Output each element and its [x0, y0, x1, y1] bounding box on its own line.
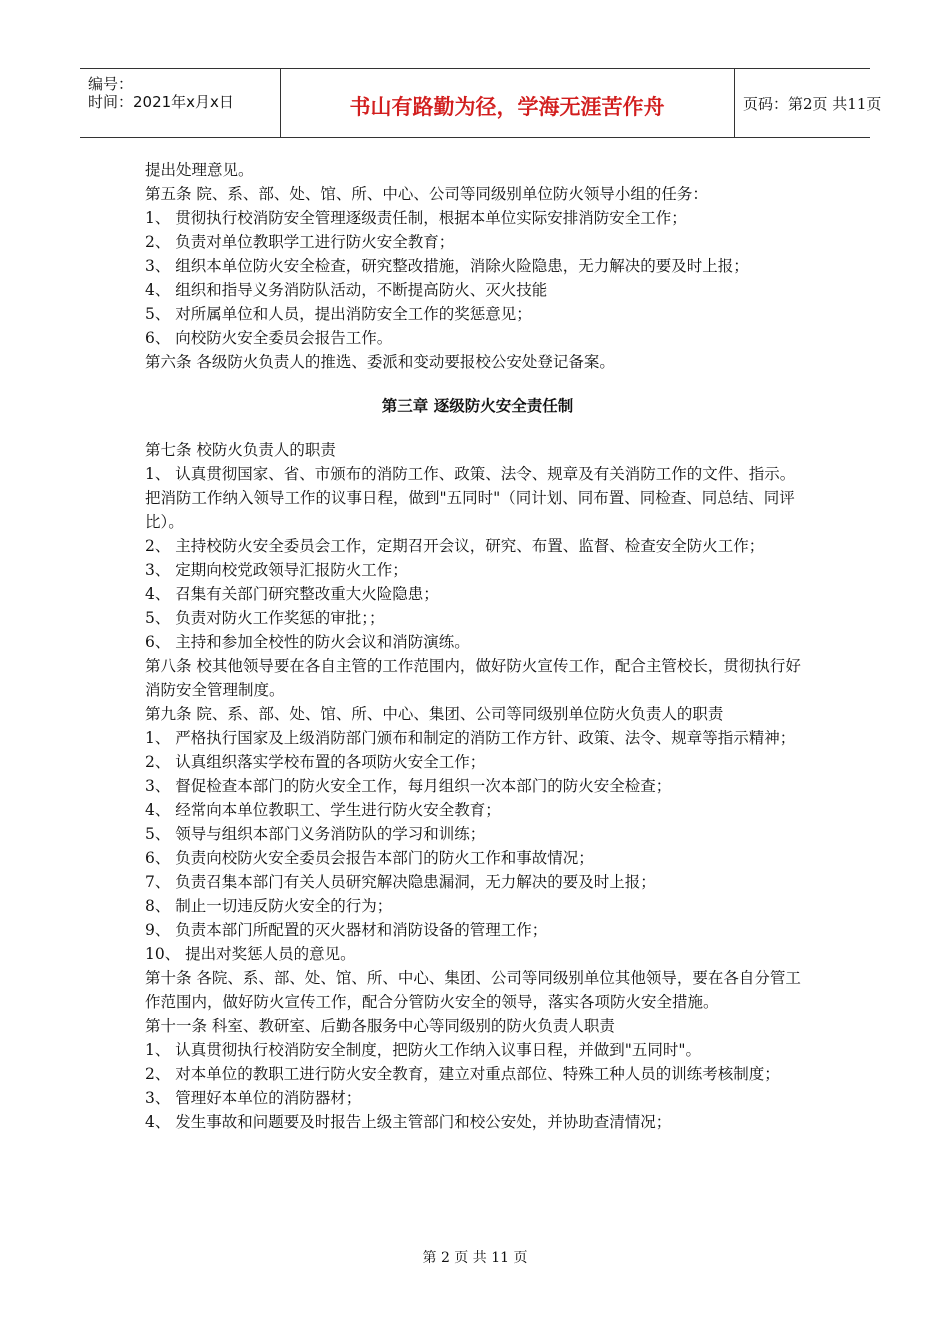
text-line: 5、 负责对防火工作奖惩的审批；；: [145, 609, 385, 627]
text-line: 1、 贯彻执行校消防安全管理逐级责任制，根据本单位实际安排消防安全工作；: [145, 209, 687, 227]
text-line: 4、 组织和指导义务消防队活动，不断提高防火、灭火技能: [145, 281, 548, 299]
text-line: 1、 认真贯彻国家、省、市颁布的消防工作、政策、法令、规章及有关消防工作的文件、指示。把消防工作纳入领导工作的议事日程，做到"五同时"（同计划、同布置、同检查、同总结、同评比）。: [145, 465, 796, 531]
text-line: 第七条 校防火负责人的职责: [145, 441, 336, 459]
number-label: 编号：: [88, 75, 134, 93]
text-line: 3、 管理好本单位的消防器材；: [145, 1089, 362, 1107]
text-line: 1、 认真贯彻执行校消防安全制度，把防火工作纳入议事日程，并做到"五同时"。: [145, 1041, 702, 1059]
text-line: 10、 提出对奖惩人员的意见。: [145, 945, 356, 963]
header-motto-cell: [280, 69, 735, 137]
text-line: 提出处理意见。: [145, 161, 254, 179]
date-label: 时间：2021年x月x日: [88, 93, 234, 111]
text-line: 5、 领导与组织本部门义务消防队的学习和训练；: [145, 825, 486, 843]
text-line: 2、 负责对单位教职学工进行防火安全教育；: [145, 233, 455, 251]
text-line: 6、 向校防火安全委员会报告工作。: [145, 329, 393, 347]
page-label: 页码：第2页 共11页: [743, 95, 882, 113]
text-line: 2、 主持校防火安全委员会工作，定期召开会议，研究、布置、监督、检查安全防火工作；: [145, 537, 765, 555]
text-line: 6、 主持和参加全校性的防火会议和消防演练。: [145, 633, 470, 651]
text-line: 9、 负责本部门所配置的灭火器材和消防设备的管理工作；: [145, 921, 548, 939]
text-line: 8、 制止一切违反防火安全的行为；: [145, 897, 393, 915]
header-page-cell: [735, 69, 882, 137]
text-line: 第十条 各院、系、部、处、馆、所、中心、集团、公司等同级别单位其他领导，要在各自分管工作范围内，做好防火宣传工作，配合分管防火安全的领导，落实各项防火安全措施。: [145, 969, 801, 1011]
text-line: 3、 督促检查本部门的防火安全工作，每月组织一次本部门的防火安全检查；: [145, 777, 672, 795]
text-line: 2、 对本单位的教职工进行防火安全教育，建立对重点部位、特殊工种人员的训练考核制度；: [145, 1065, 780, 1083]
text-line: 2、 认真组织落实学校布置的各项防火安全工作；: [145, 753, 486, 771]
text-line: 3、 组织本单位防火安全检查，研究整改措施，消除火险隐患，无力解决的要及时上报；: [145, 257, 749, 275]
text-line: 第五条 院、系、部、处、馆、所、中心、公司等同级别单位防火领导小组的任务：: [145, 185, 708, 203]
text-line: 3、 定期向校党政领导汇报防火工作；: [145, 561, 408, 579]
text-line: 5、 对所属单位和人员，提出消防安全工作的奖惩意见；: [145, 305, 532, 323]
motto: 书山有路勤为径，学海无涯苦作舟: [349, 95, 665, 119]
page-footer: 第 2 页 共 11 页: [422, 1250, 528, 1266]
chapter-heading: 第三章 逐级防火安全责任制: [381, 397, 574, 415]
text-line: 第八条 校其他领导要在各自主管的工作范围内，做好防火宣传工作，配合主管校长，贯彻执行好消防安全管理制度。: [145, 657, 801, 699]
text-line: 1、 严格执行国家及上级消防部门颁布和制定的消防工作方针、政策、法令、规章等指示精神；: [145, 729, 796, 747]
text-line: 4、 召集有关部门研究整改重大火险隐患；: [145, 585, 439, 603]
text-line: 4、 发生事故和问题要及时报告上级主管部门和校公安处，并协助查清情况；: [145, 1113, 672, 1131]
header-info-cell: [80, 69, 281, 137]
page-header: [80, 68, 882, 138]
text-line: 6、 负责向校防火安全委员会报告本部门的防火工作和事故情况；: [145, 849, 594, 867]
document-body: [145, 158, 810, 1134]
text-line: 第九条 院、系、部、处、馆、所、中心、集团、公司等同级别单位防火负责人的职责: [145, 705, 724, 723]
text-line: 第十一条 科室、教研室、后勤各服务中心等同级别的防火负责人职责: [145, 1017, 615, 1035]
text-line: 7、 负责召集本部门有关人员研究解决隐患漏洞，无力解决的要及时上报；: [145, 873, 656, 891]
text-line: 4、 经常向本单位教职工、学生进行防火安全教育；: [145, 801, 501, 819]
text-line: 第六条 各级防火负责人的推选、委派和变动要报校公安处登记备案。: [145, 353, 615, 371]
